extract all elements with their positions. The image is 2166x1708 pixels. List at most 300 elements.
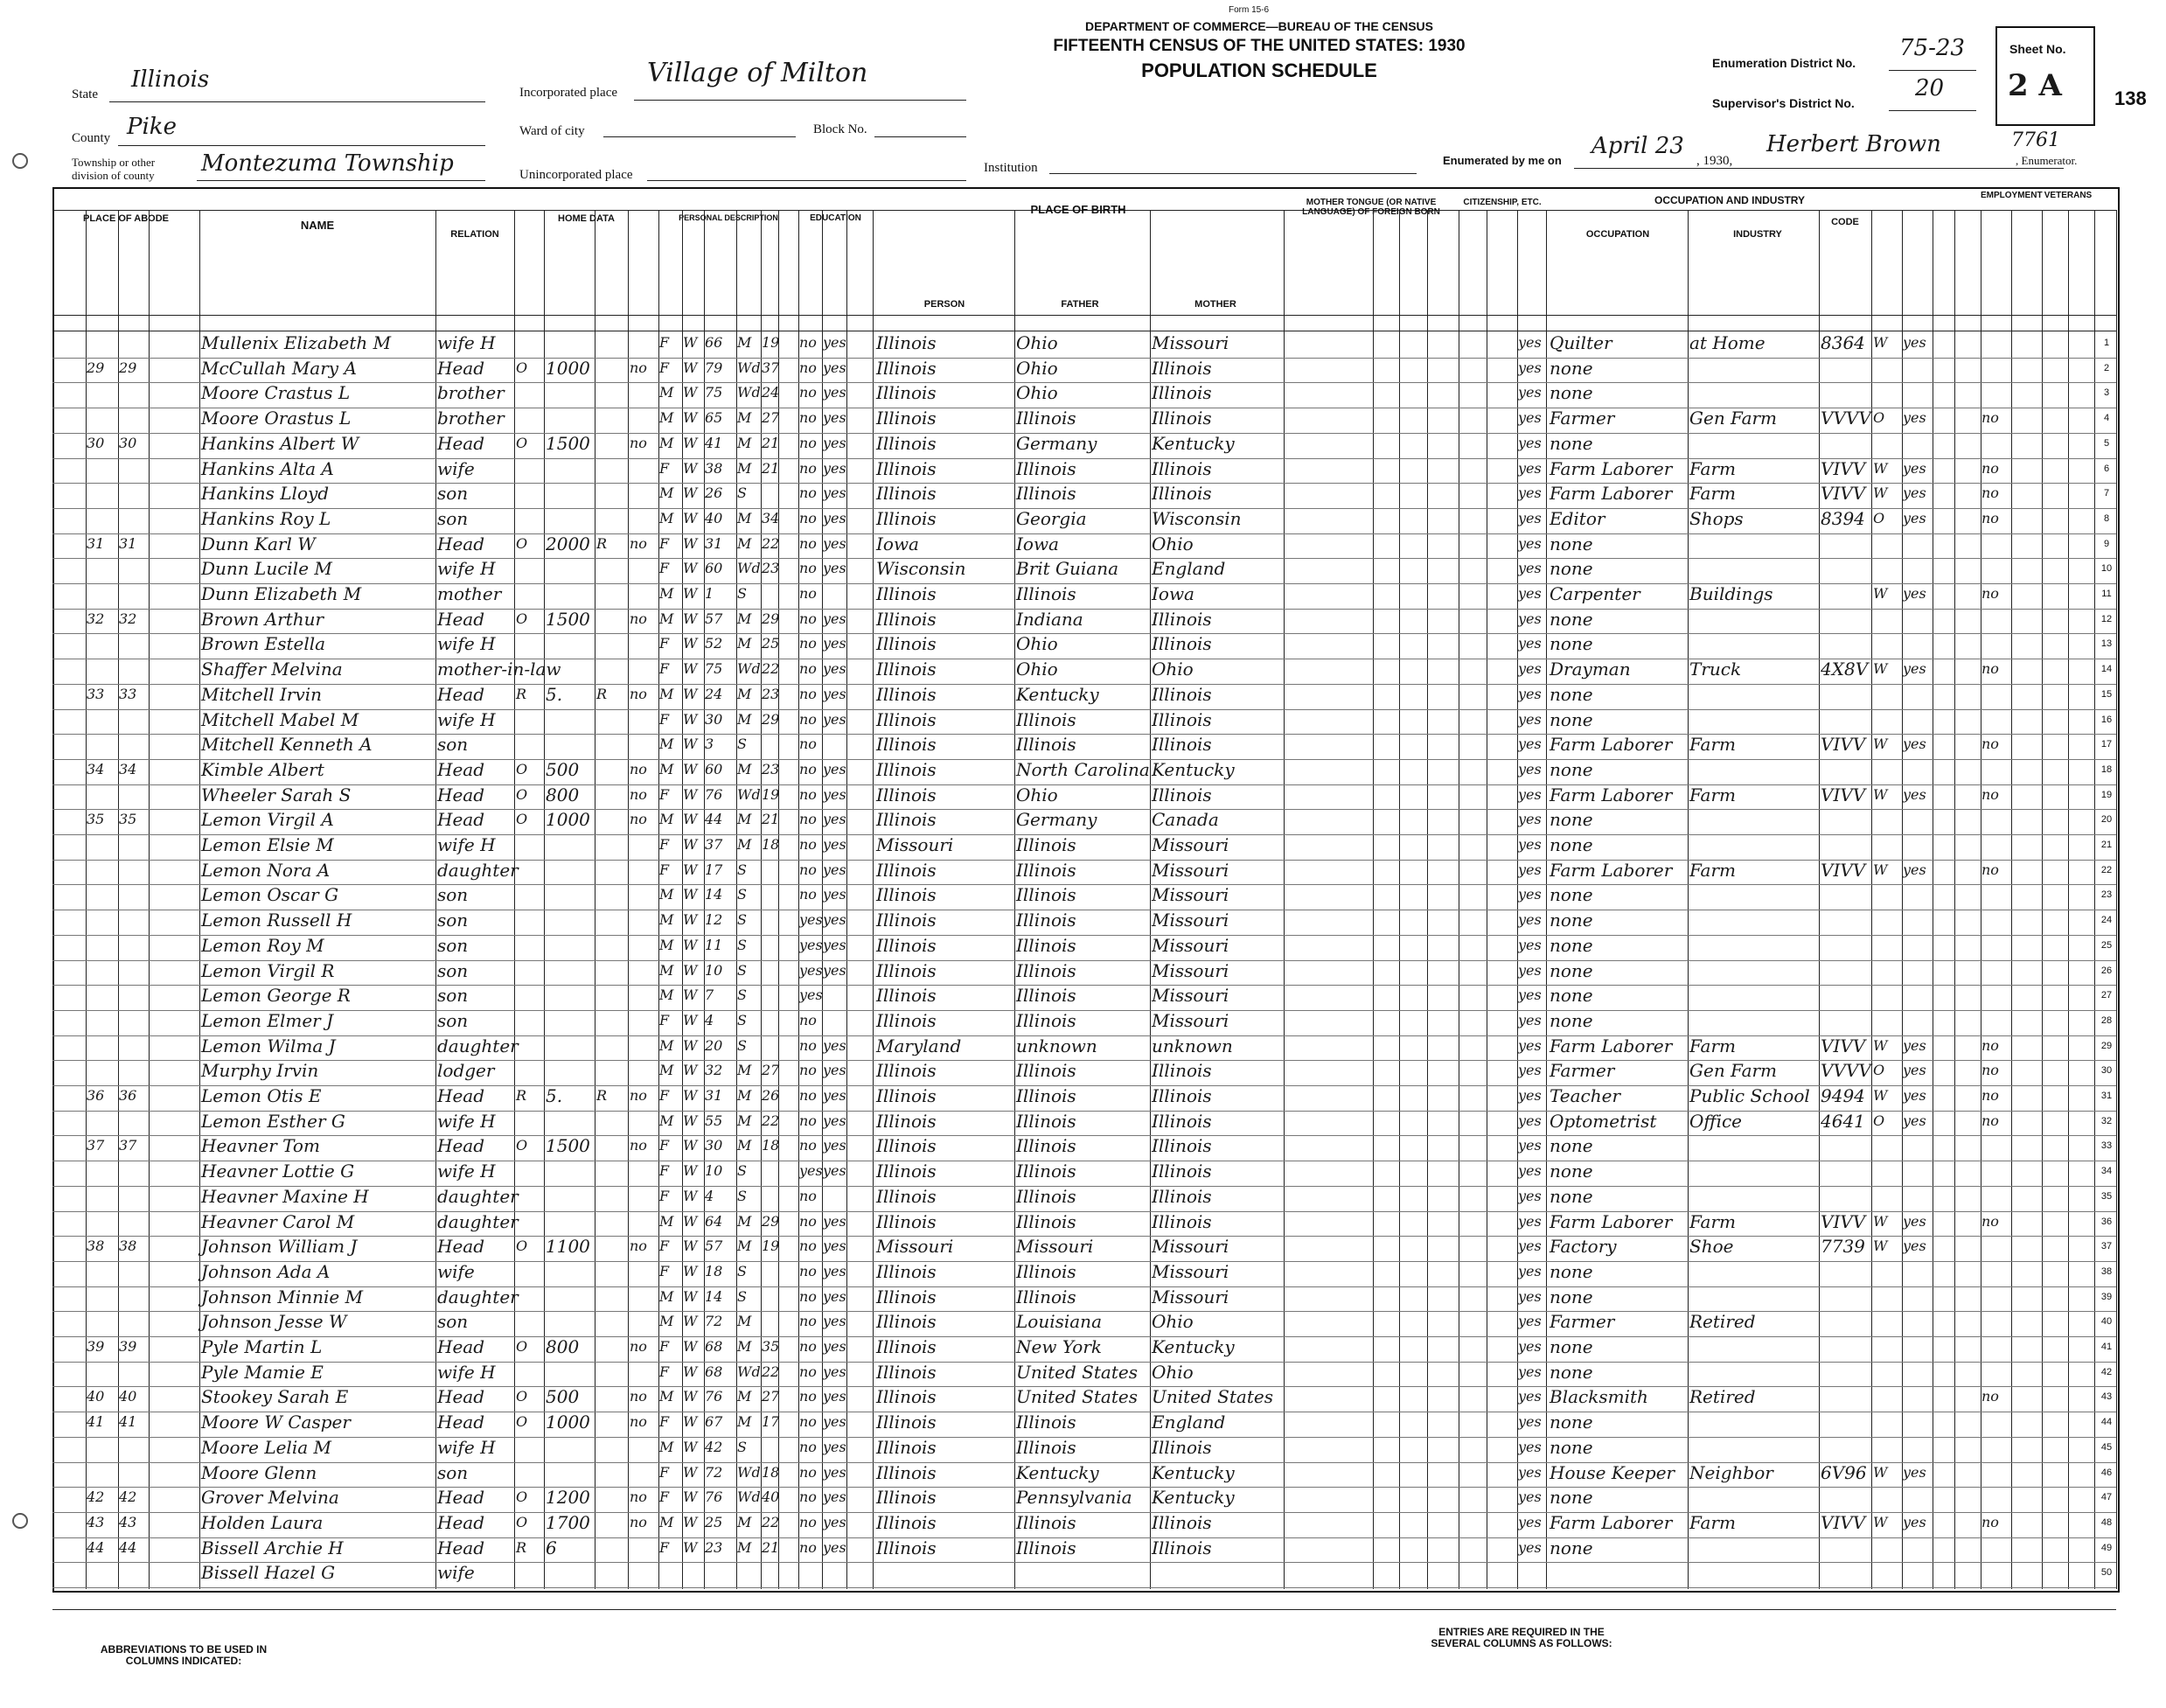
home-value: 500 [546,758,580,780]
home-owned: O [516,434,528,451]
row-number: 16 [2100,714,2113,725]
county-label: County [72,131,111,145]
birthplace-mother: Illinois [1152,734,1212,756]
sex: M [659,1062,674,1079]
age-at-marriage: 22 [762,1112,780,1129]
marital-condition: M [737,1388,752,1405]
age: 18 [705,1262,723,1279]
radio-set: R [596,534,608,552]
color: W [683,735,698,753]
relation: Head [437,1487,485,1509]
age: 3 [705,735,714,753]
birthplace-father: Illinois [1016,1185,1076,1207]
read-write: yes [823,1262,846,1279]
veteran: no [1981,735,1999,753]
row-number: 5 [2103,437,2110,449]
relation: Head [437,1511,485,1533]
color: W [683,836,698,853]
farm: no [630,534,647,552]
marital-condition: M [737,1112,752,1129]
dwelling-number: 31 [87,534,105,552]
relation: wife H [437,834,496,855]
farm: no [630,1488,647,1506]
farm: no [630,1413,647,1431]
birthplace-person: Illinois [876,683,937,705]
speaks-english: yes [1518,1313,1542,1330]
block-label: Block No. [813,122,867,136]
school: no [799,560,817,577]
relation: Head [437,1537,485,1558]
person-name: Lemon Esther G [201,1110,345,1132]
sex: F [659,459,670,477]
employed: yes [1903,1513,1926,1530]
occupation: none [1550,357,1593,379]
home-owned: O [516,1413,528,1431]
marital-condition: Wd [737,785,761,803]
read-write: yes [823,485,846,502]
occupation-code: VIVV [1821,1035,1866,1056]
age-at-marriage: 18 [762,836,780,853]
age: 20 [705,1036,723,1054]
occupation: none [1550,834,1593,855]
birthplace-mother: Illinois [1152,1210,1212,1232]
birthplace-father: Illinois [1016,884,1076,906]
relation: wife H [437,708,496,730]
sex: M [659,1388,674,1405]
header-place-of-birth: PLACE OF BIRTH [1030,203,1126,216]
birthplace-person: Illinois [876,1009,937,1031]
subheader-father: FATHER [1061,299,1099,310]
school: yes [799,986,823,1004]
color: W [683,911,698,929]
occupation-code: VIVV [1821,1511,1866,1533]
age-at-marriage: 19 [762,1237,780,1255]
occupation: Quilter [1550,332,1612,353]
age: 42 [705,1438,723,1455]
age-at-marriage: 18 [762,1463,780,1481]
birthplace-father: Illinois [1016,1085,1076,1106]
school: yes [799,911,823,929]
school: no [799,685,817,702]
birthplace-person: Missouri [876,1236,954,1258]
relation: brother [437,408,505,429]
birthplace-mother: United States [1152,1386,1273,1408]
class-of-worker: O [1873,409,1885,427]
relation: Head [437,1236,485,1258]
age: 38 [705,459,723,477]
marital-condition: M [737,710,752,728]
birthplace-person: Illinois [876,1511,937,1533]
home-value: 800 [546,1336,580,1357]
home-owned: O [516,1488,528,1506]
row-number: 20 [2100,814,2113,826]
birthplace-mother: Missouri [1152,859,1229,881]
speaks-english: yes [1518,986,1542,1004]
birthplace-father: Louisiana [1016,1311,1102,1333]
color: W [683,1011,698,1028]
marital-condition: S [737,1011,747,1028]
row-number: 29 [2100,1040,2113,1051]
birthplace-mother: Illinois [1152,633,1212,655]
row-number: 39 [2100,1291,2113,1302]
person-name: Johnson Minnie M [201,1286,364,1307]
occupation: none [1550,1336,1593,1357]
birthplace-father: Illinois [1016,834,1076,855]
birthplace-father: Brit Guiana [1016,558,1119,580]
birthplace-father: Illinois [1016,1161,1076,1182]
marital-condition: Wd [737,359,761,376]
relation: son [437,910,469,931]
row-number: 10 [2100,563,2113,575]
occupation-code: VIVV [1821,784,1866,805]
home-owned: O [516,1388,528,1405]
person-name: Hankins Albert W [201,432,359,454]
family-number: 41 [119,1413,137,1431]
birthplace-father: Pennsylvania [1016,1487,1132,1509]
employed: yes [1903,735,1926,753]
sex: F [659,635,670,652]
occupation: none [1550,1487,1593,1509]
speaks-english: yes [1518,1237,1542,1255]
age-at-marriage: 27 [762,1388,780,1405]
industry: Farm [1689,1210,1736,1232]
speaks-english: yes [1518,1187,1542,1204]
relation: wife H [437,1436,496,1458]
birthplace-father: Ohio [1016,382,1058,404]
farm: no [630,685,647,702]
person-name: Dunn Karl W [201,533,316,554]
person-name: Lemon Elmer J [201,1009,334,1031]
sex: F [659,560,670,577]
row-number: 42 [2100,1366,2113,1377]
relation: lodger [437,1060,495,1082]
birthplace-person: Illinois [876,809,937,831]
speaks-english: yes [1518,1363,1542,1380]
header-veterans: VETERANS [2044,191,2093,200]
school: no [799,1513,817,1530]
birthplace-person: Illinois [876,659,937,680]
class-of-worker: W [1873,660,1888,678]
enumerator-label: , Enumerator. [2016,154,2078,167]
occupation: none [1550,1361,1593,1383]
school: no [799,1363,817,1380]
birthplace-mother: Illinois [1152,1161,1212,1182]
birthplace-mother: Illinois [1152,683,1212,705]
radio-set: R [596,685,608,702]
dwelling-number: 34 [87,760,105,777]
employed: yes [1903,1212,1926,1230]
farm: no [630,1388,647,1405]
birthplace-father: Illinois [1016,859,1076,881]
stamp-number: 7761 [2011,129,2060,151]
birthplace-father: Illinois [1016,483,1076,505]
birthplace-person: Illinois [876,633,937,655]
marital-condition: S [737,585,747,602]
school: no [799,710,817,728]
family-number: 44 [119,1538,137,1556]
age: 67 [705,1413,723,1431]
radio-set: R [596,1087,608,1104]
color: W [683,660,698,678]
marital-condition: S [737,1162,747,1180]
color: W [683,334,698,351]
birthplace-father: Illinois [1016,1110,1076,1132]
person-name: Dunn Lucile M [201,558,332,580]
marital-condition: M [737,1237,752,1255]
industry: Farm [1689,859,1736,881]
age: 17 [705,861,723,878]
occupation-code: VIVV [1821,483,1866,505]
home-owned: O [516,610,528,627]
age: 57 [705,610,723,627]
color: W [683,685,698,702]
color: W [683,509,698,526]
state-value: Illinois [131,66,210,93]
speaks-english: yes [1518,610,1542,627]
birthplace-person: Illinois [876,1185,937,1207]
age: 23 [705,1538,723,1556]
school: no [799,1388,817,1405]
row-number: 1 [2103,338,2110,348]
age-at-marriage: 22 [762,1363,780,1380]
birthplace-father: Ohio [1016,633,1058,655]
home-owned: O [516,1237,528,1255]
relation: son [437,884,469,906]
relation: son [437,734,469,756]
industry: Farm [1689,483,1736,505]
birthplace-mother: Missouri [1152,910,1229,931]
speaks-english: yes [1518,660,1542,678]
speaks-english: yes [1518,1162,1542,1180]
read-write: yes [823,1287,846,1305]
speaks-english: yes [1518,1438,1542,1455]
age: 7 [705,986,714,1004]
occupation-code: VVVV [1821,1060,1871,1082]
row-number: 46 [2100,1467,2113,1478]
person-name: Moore Glenn [201,1461,317,1483]
enumerated-label: Enumerated by me on [1443,154,1562,167]
occupation-code: 8364 [1821,332,1865,353]
row-number: 43 [2100,1391,2113,1403]
school: no [799,1062,817,1079]
home-value: 1200 [546,1487,590,1509]
birthplace-person: Illinois [876,1487,937,1509]
header-occupation-industry: OCCUPATION AND INDUSTRY [1654,194,1805,206]
read-write: yes [823,1137,846,1154]
row-number: 30 [2100,1065,2113,1077]
sex: F [659,1162,670,1180]
class-of-worker: W [1873,1212,1888,1230]
age: 26 [705,485,723,502]
marital-condition: M [737,1513,752,1530]
marital-condition: S [737,485,747,502]
row-number: 22 [2100,864,2113,875]
employed: yes [1903,1087,1926,1104]
department-title: DEPARTMENT OF COMMERCE—BUREAU OF THE CENSUS [1085,19,1433,33]
relation: wife H [437,332,496,353]
sex: F [659,359,670,376]
class-of-worker: W [1873,1036,1888,1054]
class-of-worker: W [1873,785,1888,803]
school: no [799,1262,817,1279]
age: 12 [705,911,723,929]
person-name: Lemon Russell H [201,910,352,931]
birthplace-person: Illinois [876,357,937,379]
person-name: Shaffer Melvina [201,659,343,680]
age-at-marriage: 21 [762,1538,780,1556]
person-name: Wheeler Sarah S [201,784,352,805]
read-write: yes [823,384,846,401]
employed: yes [1903,1062,1926,1079]
birthplace-person: Illinois [876,708,937,730]
occupation: none [1550,608,1593,630]
birthplace-mother: Kentucky [1152,1461,1235,1483]
birthplace-father: United States [1016,1386,1138,1408]
employed: yes [1903,1237,1926,1255]
marital-condition: M [737,1087,752,1104]
speaks-english: yes [1518,1062,1542,1079]
birthplace-father: Georgia [1016,507,1087,529]
color: W [683,434,698,451]
relation: Head [437,533,485,554]
birthplace-father: Ohio [1016,784,1058,805]
home-value: 1500 [546,432,590,454]
relation: mother-in-law [437,659,561,680]
age-at-marriage: 29 [762,1212,780,1230]
sheet-value: 2 A [2008,68,2062,103]
occupation: Farm Laborer [1550,1210,1673,1232]
marital-condition: M [737,1062,752,1079]
speaks-english: yes [1518,785,1542,803]
family-number: 31 [119,534,137,552]
birthplace-person: Illinois [876,1386,937,1408]
person-name: Mitchell Kenneth A [201,734,373,756]
school: no [799,635,817,652]
occupation: none [1550,1135,1593,1157]
speaks-english: yes [1518,485,1542,502]
speaks-english: yes [1518,434,1542,451]
birthplace-father: North Carolina [1016,758,1150,780]
occupation: none [1550,558,1593,580]
row-number: 15 [2100,688,2113,700]
color: W [683,610,698,627]
occupation-code: VVVV [1821,408,1871,429]
age-at-marriage: 25 [762,635,780,652]
relation: Head [437,683,485,705]
relation: son [437,1311,469,1333]
person-name: Holden Laura [201,1511,324,1533]
occupation: Blacksmith [1550,1386,1648,1408]
birthplace-father: Ohio [1016,357,1058,379]
birthplace-person: Illinois [876,583,937,604]
birthplace-mother: Illinois [1152,1185,1212,1207]
class-of-worker: W [1873,334,1888,351]
dwelling-number: 40 [87,1388,105,1405]
row-number: 38 [2100,1265,2113,1277]
school: no [799,1313,817,1330]
school: yes [799,936,823,953]
school: no [799,534,817,552]
industry: Farm [1689,734,1736,756]
birthplace-mother: Ohio [1152,1311,1194,1333]
family-number: 30 [119,434,137,451]
home-owned: R [516,685,527,702]
home-value: 500 [546,1386,580,1408]
family-number: 34 [119,760,137,777]
home-value: 800 [546,784,580,805]
person-name: Heavner Lottie G [201,1161,355,1182]
age-at-marriage: 17 [762,1413,780,1431]
speaks-english: yes [1518,534,1542,552]
dwelling-number: 39 [87,1338,105,1355]
occupation: Drayman [1550,659,1631,680]
sex: M [659,1513,674,1530]
person-name: Hankins Roy L [201,507,331,529]
speaks-english: yes [1518,811,1542,828]
birthplace-father: Illinois [1016,457,1076,479]
birthplace-person: Illinois [876,758,937,780]
speaks-english: yes [1518,1488,1542,1506]
birthplace-mother: England [1152,558,1226,580]
industry: at Home [1689,332,1766,353]
read-write: yes [823,836,846,853]
color: W [683,1187,698,1204]
farm: no [630,1237,647,1255]
veteran: no [1981,585,1999,602]
birthplace-person: Illinois [876,934,937,956]
person-name: McCullah Mary A [201,357,357,379]
incorporated-value: Village of Milton [647,58,868,88]
class-of-worker: O [1873,509,1885,526]
color: W [683,1513,698,1530]
school: no [799,1463,817,1481]
sex: M [659,760,674,777]
marital-condition: Wd [737,384,761,401]
birthplace-mother: Illinois [1152,457,1212,479]
row-number: 32 [2100,1115,2113,1126]
marital-condition: S [737,886,747,903]
farm: no [630,610,647,627]
birthplace-mother: Illinois [1152,1537,1212,1558]
person-name: Heavner Maxine H [201,1185,369,1207]
employed: yes [1903,509,1926,526]
birthplace-mother: Illinois [1152,1135,1212,1157]
industry: Neighbor [1689,1461,1773,1483]
relation: son [437,1461,469,1483]
veteran: no [1981,1388,1999,1405]
enumerator-name: Herbert Brown [1766,131,1941,157]
speaks-english: yes [1518,961,1542,979]
marital-condition: Wd [737,1488,761,1506]
color: W [683,1287,698,1305]
row-number: 18 [2100,763,2113,775]
county-value: Pike [127,114,177,140]
school: yes [799,961,823,979]
dwelling-number: 41 [87,1413,105,1431]
birthplace-person: Illinois [876,1060,937,1082]
row-number: 23 [2100,889,2113,901]
age-at-marriage: 23 [762,560,780,577]
home-value: 2000 [546,533,590,554]
birthplace-father: Illinois [1016,1537,1076,1558]
dwelling-number: 30 [87,434,105,451]
home-owned: O [516,1137,528,1154]
occupation: Farm Laborer [1550,734,1673,756]
birthplace-mother: Ohio [1152,659,1194,680]
occupation: none [1550,708,1593,730]
age: 75 [705,660,723,678]
row-number: 35 [2100,1190,2113,1202]
